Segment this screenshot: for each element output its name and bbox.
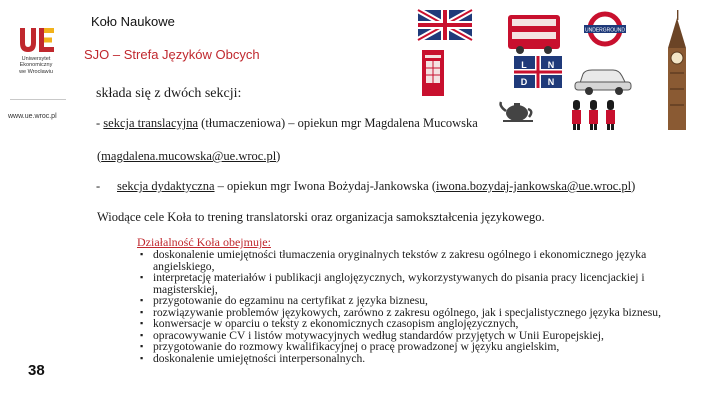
paren-close: ) bbox=[631, 179, 636, 193]
london-photo-collage bbox=[417, 8, 715, 130]
svg-text:D: D bbox=[520, 77, 528, 87]
paren-open: ( bbox=[97, 149, 102, 163]
slide-number: 38 bbox=[28, 362, 45, 379]
svg-text:UNDERGROUND: UNDERGROUND bbox=[585, 27, 625, 34]
page-subtitle: SJO – Strefa Języków Obcych bbox=[84, 47, 260, 62]
list-item: ▪ doskonalenie umiejętności tłumaczenia oryginalnych tekstów z zakresu ogólnego i ekonomicznego języka angielskiego, bbox=[140, 249, 710, 272]
list-item: ▪ konwersacje w oparciu o teksty z ekonomicznych czasopism anglojęzycznych, bbox=[140, 318, 710, 330]
university-logo bbox=[19, 27, 55, 53]
bus-icon bbox=[508, 15, 560, 54]
page-title: Koło Naukowe bbox=[91, 14, 175, 29]
university-name bbox=[8, 56, 64, 75]
list-item: ▪ opracowywanie CV i listów motywacyjnych według standardów przyjętych w Unii Europejskiej, bbox=[140, 330, 710, 342]
list-item: ▪ przygotowanie do rozmowy kwalifikacyjnej o pracę prowadzonej w języku angielskim, bbox=[140, 341, 710, 353]
activities-list bbox=[140, 249, 710, 364]
list-item: ▪ przygotowanie do egzaminu na certyfikat z języka biznesu, bbox=[140, 295, 710, 307]
section-didactic-name: sekcja dydaktyczna bbox=[117, 179, 215, 193]
section-didactic-supervisor: – opiekun mgr Iwona Bożydaj-Jankowska ( bbox=[214, 179, 437, 193]
university-name-line: Ekonomiczny bbox=[19, 62, 53, 69]
paren-close: ) bbox=[276, 149, 281, 163]
section-prefix: - bbox=[96, 116, 104, 130]
union-jack-icon bbox=[418, 10, 472, 40]
section-translation-email-line bbox=[97, 149, 280, 164]
london-flag-icon bbox=[514, 56, 562, 88]
section-translation bbox=[96, 116, 478, 131]
divider bbox=[10, 99, 66, 100]
website-url: www.ue.wroc.pl bbox=[8, 113, 57, 120]
section-translation-name: sekcja translacyjna bbox=[103, 116, 199, 130]
email-link[interactable]: magdalena.mucowska@ue.wroc.pl bbox=[101, 149, 277, 163]
list-item: ▪ interpretację materiałów i publikacji anglojęzycznych, wykorzystywanych do pisania pracy licencjackiej i magisterskiej, bbox=[140, 272, 710, 295]
university-name-line: we Wrocławiu bbox=[19, 68, 53, 75]
svg-text:L: L bbox=[521, 60, 527, 70]
section-didactic bbox=[117, 179, 635, 194]
list-item: ▪ rozwiązywanie problemów językowych, zarówno z zakresu ogólnego, jak i specjalistycznego języka biznesu, bbox=[140, 307, 710, 319]
intro-text: składa się z dwóch sekcji: bbox=[96, 86, 242, 101]
sidebar bbox=[0, 0, 70, 405]
email-link[interactable]: iwona.bozydaj-jankowska@ue.wroc.pl bbox=[436, 179, 632, 193]
svg-text:N: N bbox=[547, 60, 555, 70]
activities-heading: Działalność Koła obejmuje: bbox=[137, 235, 271, 249]
goals-text: Wiodące cele Koła to trening translatorski oraz organizacja samokształcenia językowego. bbox=[97, 210, 545, 224]
list-item: ▪ doskonalenie umiejętności interpersonalnych. bbox=[140, 353, 710, 365]
svg-text:N: N bbox=[547, 77, 555, 87]
phone-box-icon bbox=[422, 50, 444, 96]
bullet-dash: - bbox=[96, 179, 101, 193]
section-translation-supervisor: (tłumaczeniowa) – opiekun mgr Magdalena Mucowska bbox=[198, 116, 478, 130]
university-name-line: Uniwersytet bbox=[21, 56, 51, 62]
